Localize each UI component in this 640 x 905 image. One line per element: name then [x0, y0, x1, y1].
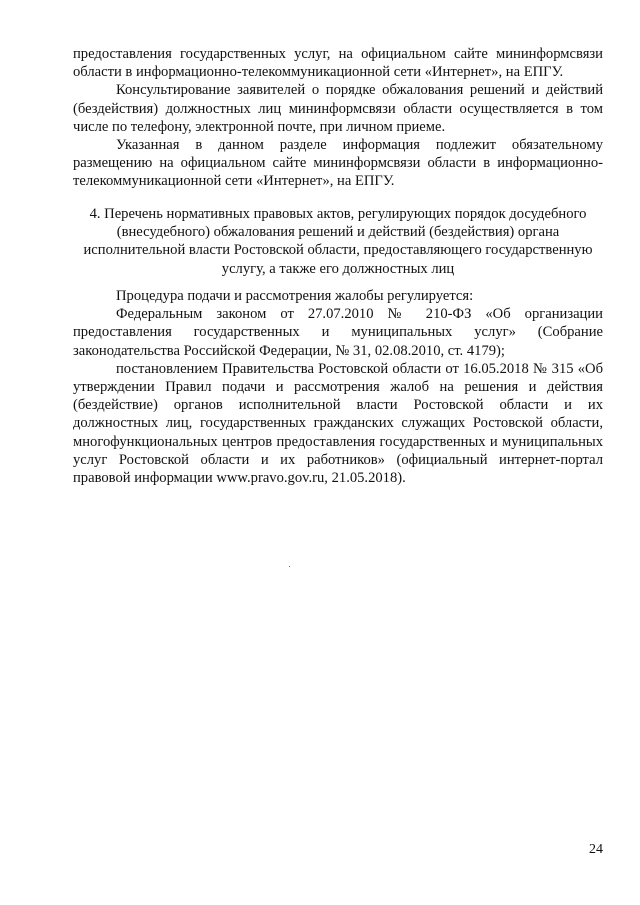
intro-paragraph-1: предоставления государственных услуг, на официальном сайте мининформсвязи области в информационно-телекоммуникационной сети «Интернет», на ЕПГУ.	[73, 46, 603, 81]
section-4-heading-line-1: 4. Перечень нормативных правовых актов, регулирующих порядок досудебного	[89, 206, 587, 222]
section-4-paragraph-1: Процедура подачи и рассмотрения жалобы регулируется:	[116, 288, 474, 304]
section-4-heading	[73, 205, 603, 278]
intro-paragraph-2: Консультирование заявителей о порядке обжалования решений и действий (бездействия) должностных лиц мининформсвязи области осуществляется в том числе по телефону, электронной почте, при личном приеме.	[73, 82, 603, 135]
intro-block	[73, 45, 603, 191]
section-4-heading-line-3: исполнительной власти Ростовской области, предоставляющего государственную	[83, 242, 593, 259]
scan-speck	[289, 566, 290, 567]
section-4-paragraph-2: Федеральным законом от 27.07.2010 № 210-ФЗ «Об организации предоставления государственных и муниципальных услуг» (Собрание законодательства Российской Федерации, № 31, 02.08.2010, ст. 4179);	[73, 306, 603, 359]
page-number: 24	[589, 842, 603, 857]
section-4-heading-line-4: услугу, а также его должностных лиц	[221, 260, 455, 277]
intro-paragraph-3: Указанная в данном разделе информация подлежит обязательному размещению на официальном сайте мининформсвязи области в информационно-телекоммуникационной сети «Интернет», на ЕПГУ.	[73, 137, 603, 190]
section-4-body	[73, 287, 603, 487]
section-4-paragraph-3: постановлением Правительства Ростовской области от 16.05.2018 № 315 «Об утверждении Правил подачи и рассмотрения жалоб на решения и действия (бездействие) органов исполнительной власти Ростовской области и их должностных лиц, государственных гражданских служащих Ростовской области, многофункциональных центров предоставления государственных и муниципальных услуг Ростовской области и их работников» (официальный интернет-портал правовой информации www.pravo.gov.ru, 21.05.2018).	[73, 360, 603, 487]
section-4-heading-line-2: (внесудебного) обжалования решений и действий (бездействия) органа	[116, 224, 560, 241]
